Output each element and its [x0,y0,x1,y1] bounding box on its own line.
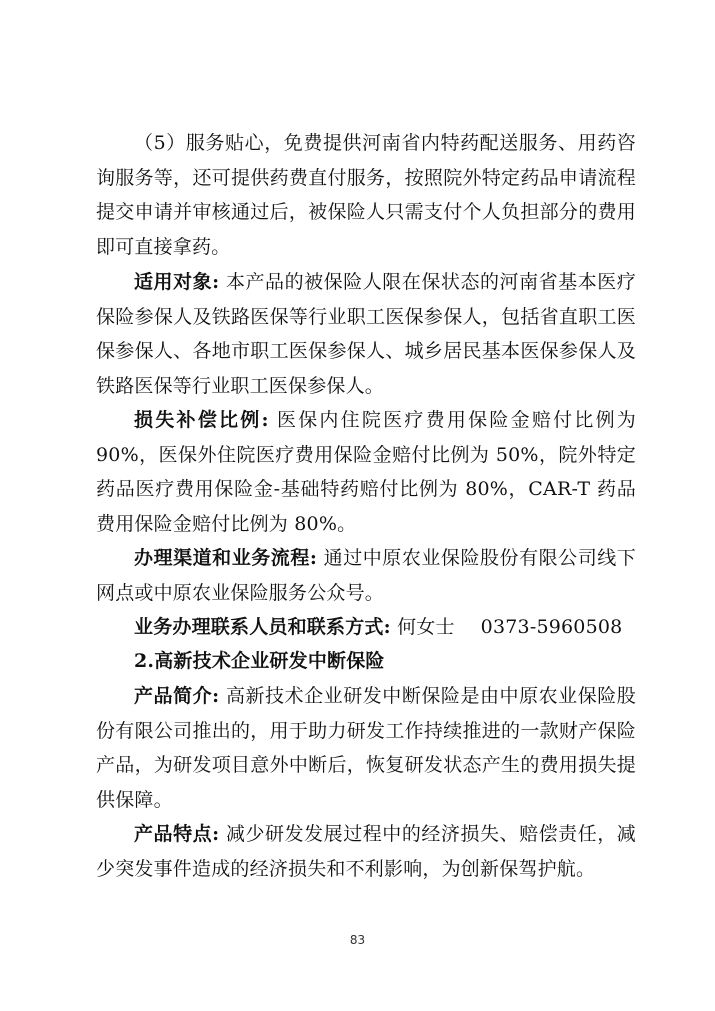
paragraph-compensation-ratio [96,403,636,541]
section-heading [96,644,636,679]
paragraph-text: 通过中原农业保险股份有限公司线下网点或中原农业保险服务公众号。 [96,547,636,604]
paragraph-text: 高新技术企业研发中断保险是由中原农业保险股份有限公司推出的，用于助力研发工作持续推进的一款财产保险产品，为研发项目意外中断后，恢复研发状态产生的费用损失提供保障。 [96,685,636,811]
paragraph-service [96,126,636,264]
paragraph-text: （5）服务贴心，免费提供河南省内特药配送服务、用药咨询服务等，还可提供药费直付服务，按照院外特定药品申请流程提交申请并审核通过后，被保险人只需支付个人负担部分的费用即可直接拿药。 [96,132,636,258]
paragraph-channels [96,541,636,610]
paragraph-product-features [96,817,636,886]
contact-phone: 0373-5960508 [480,616,623,638]
paragraph-applicable-objects [96,265,636,403]
page-number: 83 [349,933,366,947]
label-product-intro: 产品简介: [134,685,220,707]
label-applicable-objects: 适用对象: [134,271,220,293]
label-compensation-ratio: 损失补偿比例: [134,409,269,431]
paragraph-text: 减少研发发展过程中的经济损失、赔偿责任，减少突发事件造成的经济损失和不利影响，为创新保驾护航。 [96,823,636,880]
paragraph-text: 医保内住院医疗费用保险金赔付比例为 90%，医保外住院医疗费用保险金赔付比例为 50%，院外特定药品医疗费用保险金-基础特药赔付比例为 80%，CAR-T 药品费用保险金赔付比例为 80%。 [96,409,637,535]
label-channels: 办理渠道和业务流程: [134,547,318,569]
paragraph-contact [96,610,636,645]
contact-name: 何女士 [390,616,455,638]
label-product-features: 产品特点: [134,823,220,845]
paragraph-product-intro [96,679,636,817]
paragraph-text: 本产品的被保险人限在保状态的河南省基本医疗保险参保人及铁路医保等行业职工医保参保人，包括省直职工医保参保人、各地市职工医保参保人、城乡居民基本医保参保人及铁路医保等行业职工医保参保人。 [96,271,636,397]
section-heading-text: 2.高新技术企业研发中断保险 [134,650,385,672]
label-contact: 业务办理联系人员和联系方式: [134,616,391,638]
